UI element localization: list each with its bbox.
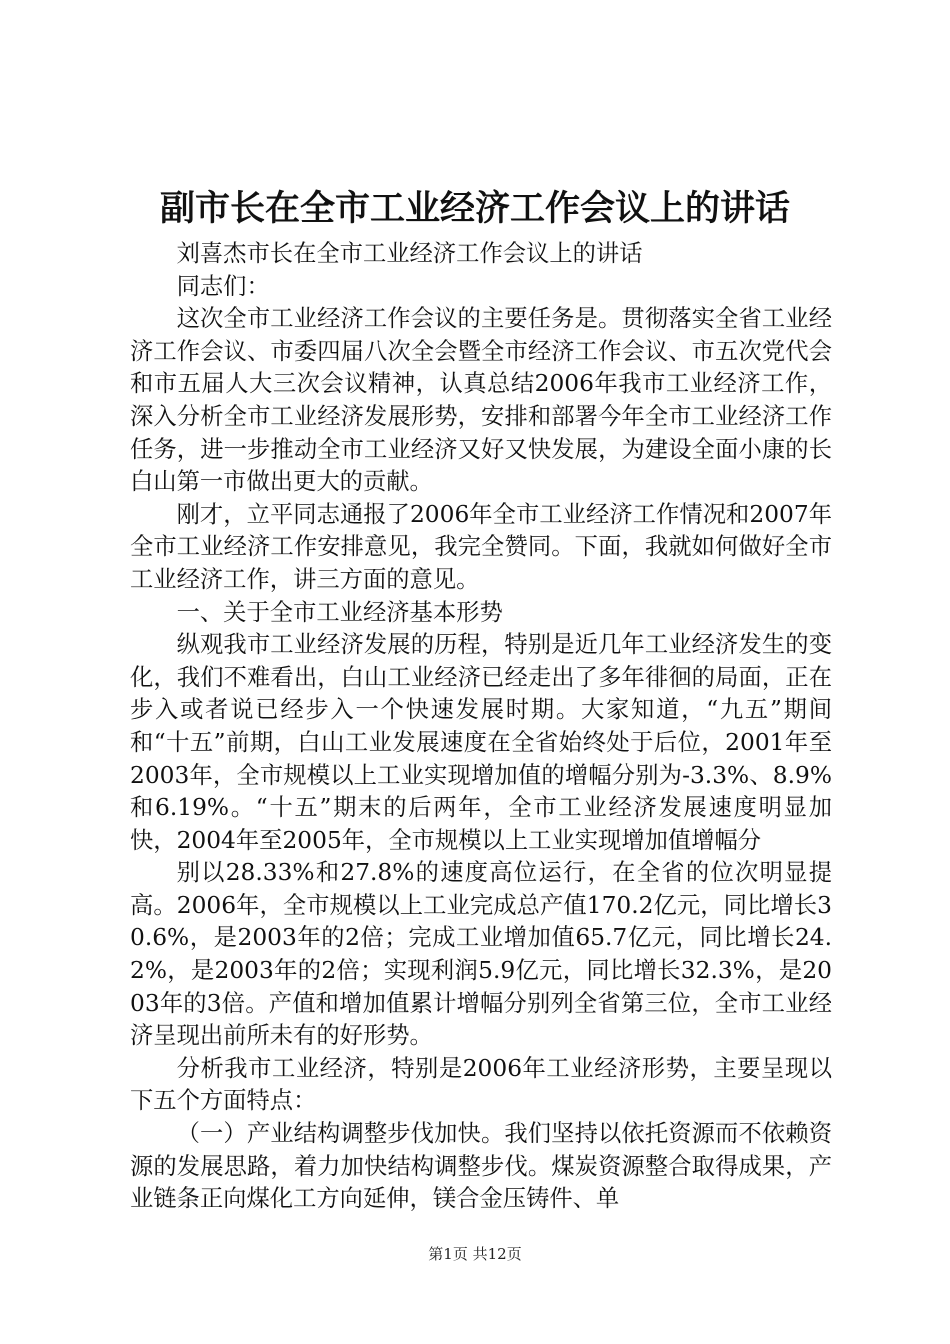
paragraph: 纵观我市工业经济发展的历程，特别是近几年工业经济发生的变化，我们不难看出，白山工业经济已经走出了多年徘徊的局面，正在步入或者说已经步入一个快速发展时期。大家知道，“九五”期间和“十五”前期，白山工业发展速度在全省始终处于后位，2001年至2003年，全市规模以上工业实现增加值的增幅分别为-3.3%、8.9%和6.19%。“十五”期末的后两年，全市工业经济发展速度明显加快，2004年至2005年，全市规模以上工业实现增加值增幅分	[130, 631, 832, 854]
paragraph-salutation: 同志们：	[176, 272, 270, 300]
section-heading: 一、关于全市工业经济基本形势	[176, 598, 503, 626]
paragraph: 刚才，立平同志通报了2006年全市工业经济工作情况和2007年全市工业经济工作安排意见，我完全赞同。下面，我就如何做好全市工业经济工作，讲三方面的意见。	[130, 500, 832, 593]
document-body	[130, 238, 832, 1216]
page-footer: 第1页 共12页	[428, 1245, 522, 1263]
paragraph-subtitle: 刘喜杰市长在全市工业经济工作会议上的讲话	[176, 240, 643, 267]
paragraph: 这次全市工业经济工作会议的主要任务是。贯彻落实全省工业经济工作会议、市委四届八次全会暨全市经济工作会议、市五次党代会和市五届人大三次会议精神，认真总结2006年我市工业经济工作，深入分析全市工业经济发展形势，安排和部署今年全市工业经济工作任务，进一步推动全市工业经济又好又快发展，为建设全面小康的长白山第一市做出更大的贡献。	[130, 305, 832, 496]
document-title: 副市长在全市工业经济工作会议上的讲话	[159, 188, 790, 229]
paragraph: 分析我市工业经济，特别是2006年工业经济形势，主要呈现以下五个方面特点：	[130, 1054, 832, 1115]
paragraph: 别以28.33%和27.8%的速度高位运行，在全省的位次明显提高。2006年，全市规模以上工业完成总产值170.2亿元，同比增长30.6%，是2003年的2倍；完成工业增加值65.7亿元，同比增长24.2%，是2003年的2倍；实现利润5.9亿元，同比增长32.3%，是2003年的3倍。产值和增加值累计增幅分别列全省第三位，全市工业经济呈现出前所未有的好形势。	[130, 859, 832, 1050]
paragraph: （一）产业结构调整步伐加快。我们坚持以依托资源而不依赖资源的发展思路，着力加快结构调整步伐。煤炭资源整合取得成果，产业链条正向煤化工方向延伸，镁合金压铸件、单	[130, 1120, 832, 1213]
